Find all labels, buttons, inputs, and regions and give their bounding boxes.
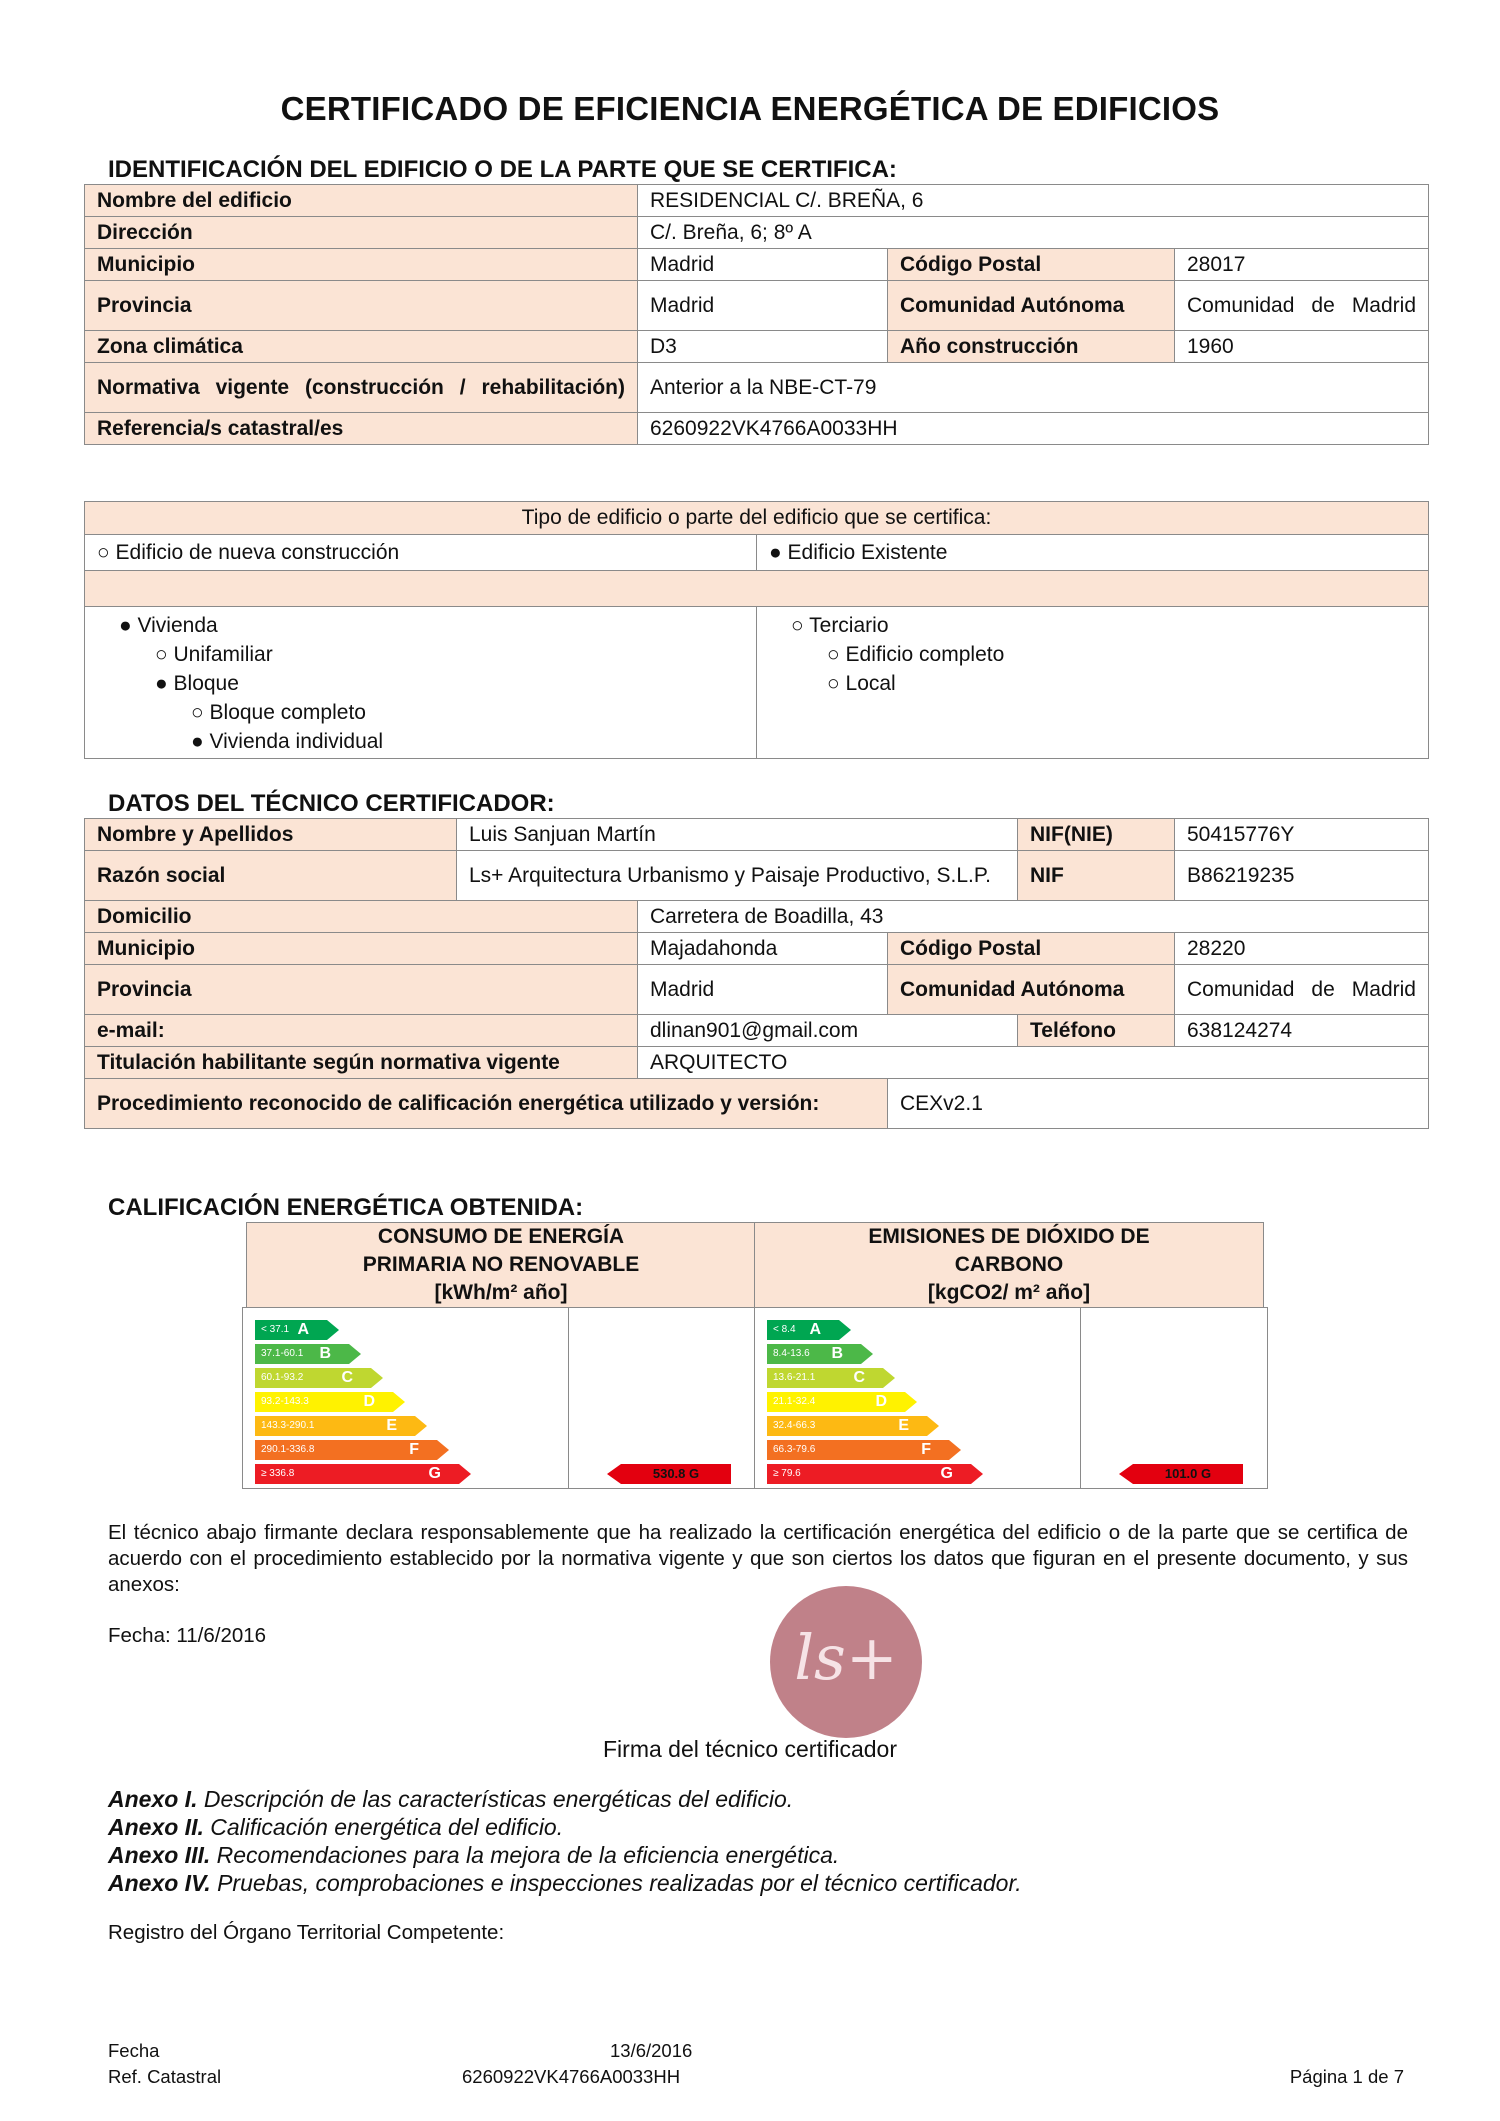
- emisiones-grade-range: 21.1-32.4: [773, 1396, 816, 1407]
- firma-label: Firma del técnico certificador: [603, 1736, 897, 1762]
- label-nif: NIF: [1018, 851, 1175, 901]
- consumo-title-2: PRIMARIA NO RENOVABLE: [362, 1253, 640, 1276]
- value-nombre-edificio: RESIDENCIAL C/. BREÑA, 6: [638, 185, 1429, 217]
- consumo-header: [246, 1222, 756, 1308]
- emisiones-title-2: CARBONO: [954, 1253, 1064, 1276]
- value-comunidad-autonoma: Comunidad de Madrid: [1175, 281, 1429, 331]
- consumo-grade-a: [255, 1320, 327, 1340]
- emisiones-grade-letter: B: [831, 1345, 843, 1362]
- anexo-text: Calificación energética del edificio.: [210, 1814, 564, 1840]
- footer-fecha: 13/6/2016: [610, 2040, 693, 2061]
- consumo-title-3: [kWh/m² año]: [434, 1281, 568, 1304]
- value-email: dlinan901@gmail.com: [638, 1015, 1018, 1047]
- anexos-list: [108, 1785, 1022, 1897]
- section-tecnico-heading: DATOS DEL TÉCNICO CERTIFICADOR:: [108, 790, 555, 817]
- label-tecnico-municipio: Municipio: [85, 933, 638, 965]
- consumo-grade-c: [255, 1368, 371, 1388]
- emisiones-title-1: EMISIONES DE DIÓXIDO DE: [868, 1225, 1150, 1248]
- consumo-grade-letter: E: [386, 1417, 397, 1434]
- declaracion-text: El técnico abajo firmante declara responsablemente que ha realizado la certificación energética del edificio o de la parte que se certifica de acuerdo con el procedimiento establecido por la normativa vigente y que son ciertos los datos que figuran en el presente documento, y sus anexos:: [108, 1521, 1408, 1596]
- emisiones-grade-e: [767, 1416, 927, 1436]
- value-domicilio: Carretera de Boadilla, 43: [638, 901, 1429, 933]
- emisiones-grade-range: 66.3-79.6: [773, 1444, 816, 1455]
- label-referencia-catastral: Referencia/s catastral/es: [85, 413, 638, 445]
- consumo-title-1: CONSUMO DE ENERGÍA: [377, 1225, 625, 1248]
- emisiones-grade-letter: E: [898, 1417, 909, 1434]
- consumo-value-badge: 530.8 G: [621, 1464, 731, 1484]
- value-direccion: C/. Breña, 6; 8º A: [638, 217, 1429, 249]
- value-razon-social: Ls+ Arquitectura Urbanismo y Paisaje Productivo, S.L.P.: [457, 851, 1018, 901]
- anexo-item: [108, 1813, 1022, 1841]
- value-nif-nie: 50415776Y: [1175, 819, 1429, 851]
- emisiones-scale-panel: [754, 1307, 1082, 1489]
- anexo-label: Anexo III.: [108, 1842, 211, 1868]
- option-terciario: ○ Terciario: [791, 614, 889, 637]
- vivienda-options: [85, 607, 757, 759]
- tecnico-table: [84, 818, 1429, 1129]
- label-email: e-mail:: [85, 1015, 638, 1047]
- label-direccion: Dirección: [85, 217, 638, 249]
- emisiones-grade-letter: F: [921, 1441, 931, 1458]
- value-referencia-catastral: 6260922VK4766A0033HH: [638, 413, 1429, 445]
- option-bloque: ● Bloque: [155, 672, 239, 695]
- tipo-edificio-heading: Tipo de edificio o parte del edificio que se certifica:: [85, 502, 1429, 535]
- emisiones-grade-g: [767, 1464, 971, 1484]
- consumo-grade-letter: B: [319, 1345, 331, 1362]
- label-zona-climatica: Zona climática: [85, 331, 638, 363]
- value-titulacion: ARQUITECTO: [638, 1047, 1429, 1079]
- footer-ref-label: Ref. Catastral: [108, 2066, 222, 2087]
- value-codigo-postal: 28017: [1175, 249, 1429, 281]
- emisiones-grade-range: < 8.4: [773, 1324, 796, 1335]
- value-anio-construccion: 1960: [1175, 331, 1429, 363]
- value-procedimiento: CEXv2.1: [888, 1079, 1429, 1129]
- emisiones-grade-c: [767, 1368, 883, 1388]
- option-vivienda: ● Vivienda: [119, 614, 218, 637]
- value-telefono: 638124274: [1175, 1015, 1429, 1047]
- consumo-grade-g: [255, 1464, 459, 1484]
- value-tecnico-municipio: Majadahonda: [638, 933, 888, 965]
- label-tecnico-codigo-postal: Código Postal: [888, 933, 1175, 965]
- page-title: CERTIFICADO DE EFICIENCIA ENERGÉTICA DE EDIFICIOS: [280, 90, 1220, 127]
- section-calificacion-heading: CALIFICACIÓN ENERGÉTICA OBTENIDA:: [108, 1194, 584, 1221]
- consumo-grade-letter: F: [409, 1441, 419, 1458]
- consumo-scale-panel: [242, 1307, 570, 1489]
- label-tecnico-comunidad: Comunidad Autónoma: [888, 965, 1175, 1015]
- consumo-grade-range: 290.1-336.8: [261, 1444, 315, 1455]
- anexo-item: [108, 1869, 1022, 1897]
- emisiones-grade-b: [767, 1344, 861, 1364]
- firma-logo: [770, 1586, 922, 1738]
- tipo-separator-row: [85, 571, 1429, 607]
- anexo-text: Recomendaciones para la mejora de la eficiencia energética.: [216, 1842, 840, 1868]
- consumo-grade-range: 37.1-60.1: [261, 1348, 304, 1359]
- anexo-item: [108, 1785, 1022, 1813]
- emisiones-grade-f: [767, 1440, 949, 1460]
- value-normativa: Anterior a la NBE-CT-79: [638, 363, 1429, 413]
- consumo-grade-b: [255, 1344, 349, 1364]
- consumo-grade-f: [255, 1440, 437, 1460]
- option-local: ○ Local: [827, 672, 896, 695]
- emisiones-grade-letter: G: [940, 1465, 953, 1482]
- consumo-grade-range: 93.2-143.3: [261, 1396, 309, 1407]
- label-domicilio: Domicilio: [85, 901, 638, 933]
- emisiones-grade-range: 8.4-13.6: [773, 1348, 810, 1359]
- emisiones-header: [754, 1222, 1264, 1308]
- value-tecnico-comunidad: Comunidad de Madrid: [1175, 965, 1429, 1015]
- option-unifamiliar: ○ Unifamiliar: [155, 643, 273, 666]
- option-edificio-existente: ● Edificio Existente: [757, 535, 1429, 571]
- consumo-grade-range: < 37.1: [261, 1324, 290, 1335]
- label-comunidad-autonoma: Comunidad Autónoma: [888, 281, 1175, 331]
- value-municipio: Madrid: [638, 249, 888, 281]
- label-provincia: Provincia: [85, 281, 638, 331]
- consumo-grade-range: 143.3-290.1: [261, 1420, 315, 1431]
- label-procedimiento: Procedimiento reconocido de calificación energética utilizado y versión:: [85, 1079, 888, 1129]
- section-identificacion-heading: IDENTIFICACIÓN DEL EDIFICIO O DE LA PARTE QUE SE CERTIFICA:: [108, 156, 897, 183]
- footer-pagina: Página 1 de 7: [1289, 2066, 1404, 2087]
- label-tecnico-provincia: Provincia: [85, 965, 638, 1015]
- anexo-text: Descripción de las características energéticas del edificio.: [203, 1786, 794, 1812]
- value-nif: B86219235: [1175, 851, 1429, 901]
- anexo-item: [108, 1841, 1022, 1869]
- consumo-grade-d: [255, 1392, 393, 1412]
- label-codigo-postal: Código Postal: [888, 249, 1175, 281]
- consumo-grade-range: ≥ 336.8: [261, 1468, 295, 1479]
- value-tecnico-provincia: Madrid: [638, 965, 888, 1015]
- consumo-value-panel: [568, 1307, 756, 1489]
- terciario-options: [757, 607, 1429, 759]
- consumo-grade-e: [255, 1416, 415, 1436]
- label-municipio: Municipio: [85, 249, 638, 281]
- consumo-grade-letter: D: [363, 1393, 375, 1410]
- emisiones-grade-letter: D: [875, 1393, 887, 1410]
- label-razon-social: Razón social: [85, 851, 457, 901]
- anexo-label: Anexo IV.: [108, 1870, 211, 1896]
- value-tecnico-codigo-postal: 28220: [1175, 933, 1429, 965]
- anexo-text: Pruebas, comprobaciones e inspecciones realizadas por el técnico certificador.: [217, 1870, 1022, 1896]
- emisiones-grade-range: 13.6-21.1: [773, 1372, 816, 1383]
- anexo-label: Anexo I.: [108, 1786, 198, 1812]
- option-edificio-completo: ○ Edificio completo: [827, 643, 1005, 666]
- emisiones-grade-a: [767, 1320, 839, 1340]
- emisiones-value-badge: 101.0 G: [1133, 1464, 1243, 1484]
- label-anio-construccion: Año construcción: [888, 331, 1175, 363]
- consumo-grade-letter: G: [428, 1465, 441, 1482]
- consumo-grade-letter: A: [297, 1321, 309, 1338]
- registro-label: Registro del Órgano Territorial Competente:: [108, 1921, 505, 1944]
- consumo-grade-letter: C: [341, 1369, 353, 1386]
- value-zona-climatica: D3: [638, 331, 888, 363]
- emisiones-grade-range: 32.4-66.3: [773, 1420, 816, 1431]
- label-nombre-apellidos: Nombre y Apellidos: [85, 819, 457, 851]
- emisiones-grade-letter: A: [809, 1321, 821, 1338]
- option-nueva-construccion: ○ Edificio de nueva construcción: [85, 535, 757, 571]
- tipo-edificio-table: [84, 501, 1429, 759]
- anexo-label: Anexo II.: [108, 1814, 204, 1840]
- consumo-grade-range: 60.1-93.2: [261, 1372, 304, 1383]
- emisiones-title-3: [kgCO2/ m² año]: [927, 1281, 1091, 1304]
- emisiones-grade-letter: C: [853, 1369, 865, 1386]
- value-nombre-apellidos: Luis Sanjuan Martín: [457, 819, 1018, 851]
- label-nif-nie: NIF(NIE): [1018, 819, 1175, 851]
- label-titulacion: Titulación habilitante según normativa vigente: [85, 1047, 638, 1079]
- footer-ref: 6260922VK4766A0033HH: [462, 2066, 681, 2087]
- value-provincia: Madrid: [638, 281, 888, 331]
- label-nombre-edificio: Nombre del edificio: [85, 185, 638, 217]
- emisiones-grade-range: ≥ 79.6: [773, 1468, 801, 1479]
- label-telefono: Teléfono: [1018, 1015, 1175, 1047]
- fecha-firma: Fecha: 11/6/2016: [108, 1624, 267, 1647]
- firma-logo-text: ls+: [794, 1621, 898, 1694]
- option-bloque-completo: ○ Bloque completo: [191, 701, 366, 724]
- option-vivienda-individual: ● Vivienda individual: [191, 730, 384, 753]
- label-normativa: Normativa vigente (construcción / rehabilitación): [85, 363, 638, 413]
- footer-fecha-label: Fecha: [108, 2040, 160, 2061]
- emisiones-grade-d: [767, 1392, 905, 1412]
- identificacion-table: [84, 184, 1429, 445]
- emisiones-value-panel: [1080, 1307, 1268, 1489]
